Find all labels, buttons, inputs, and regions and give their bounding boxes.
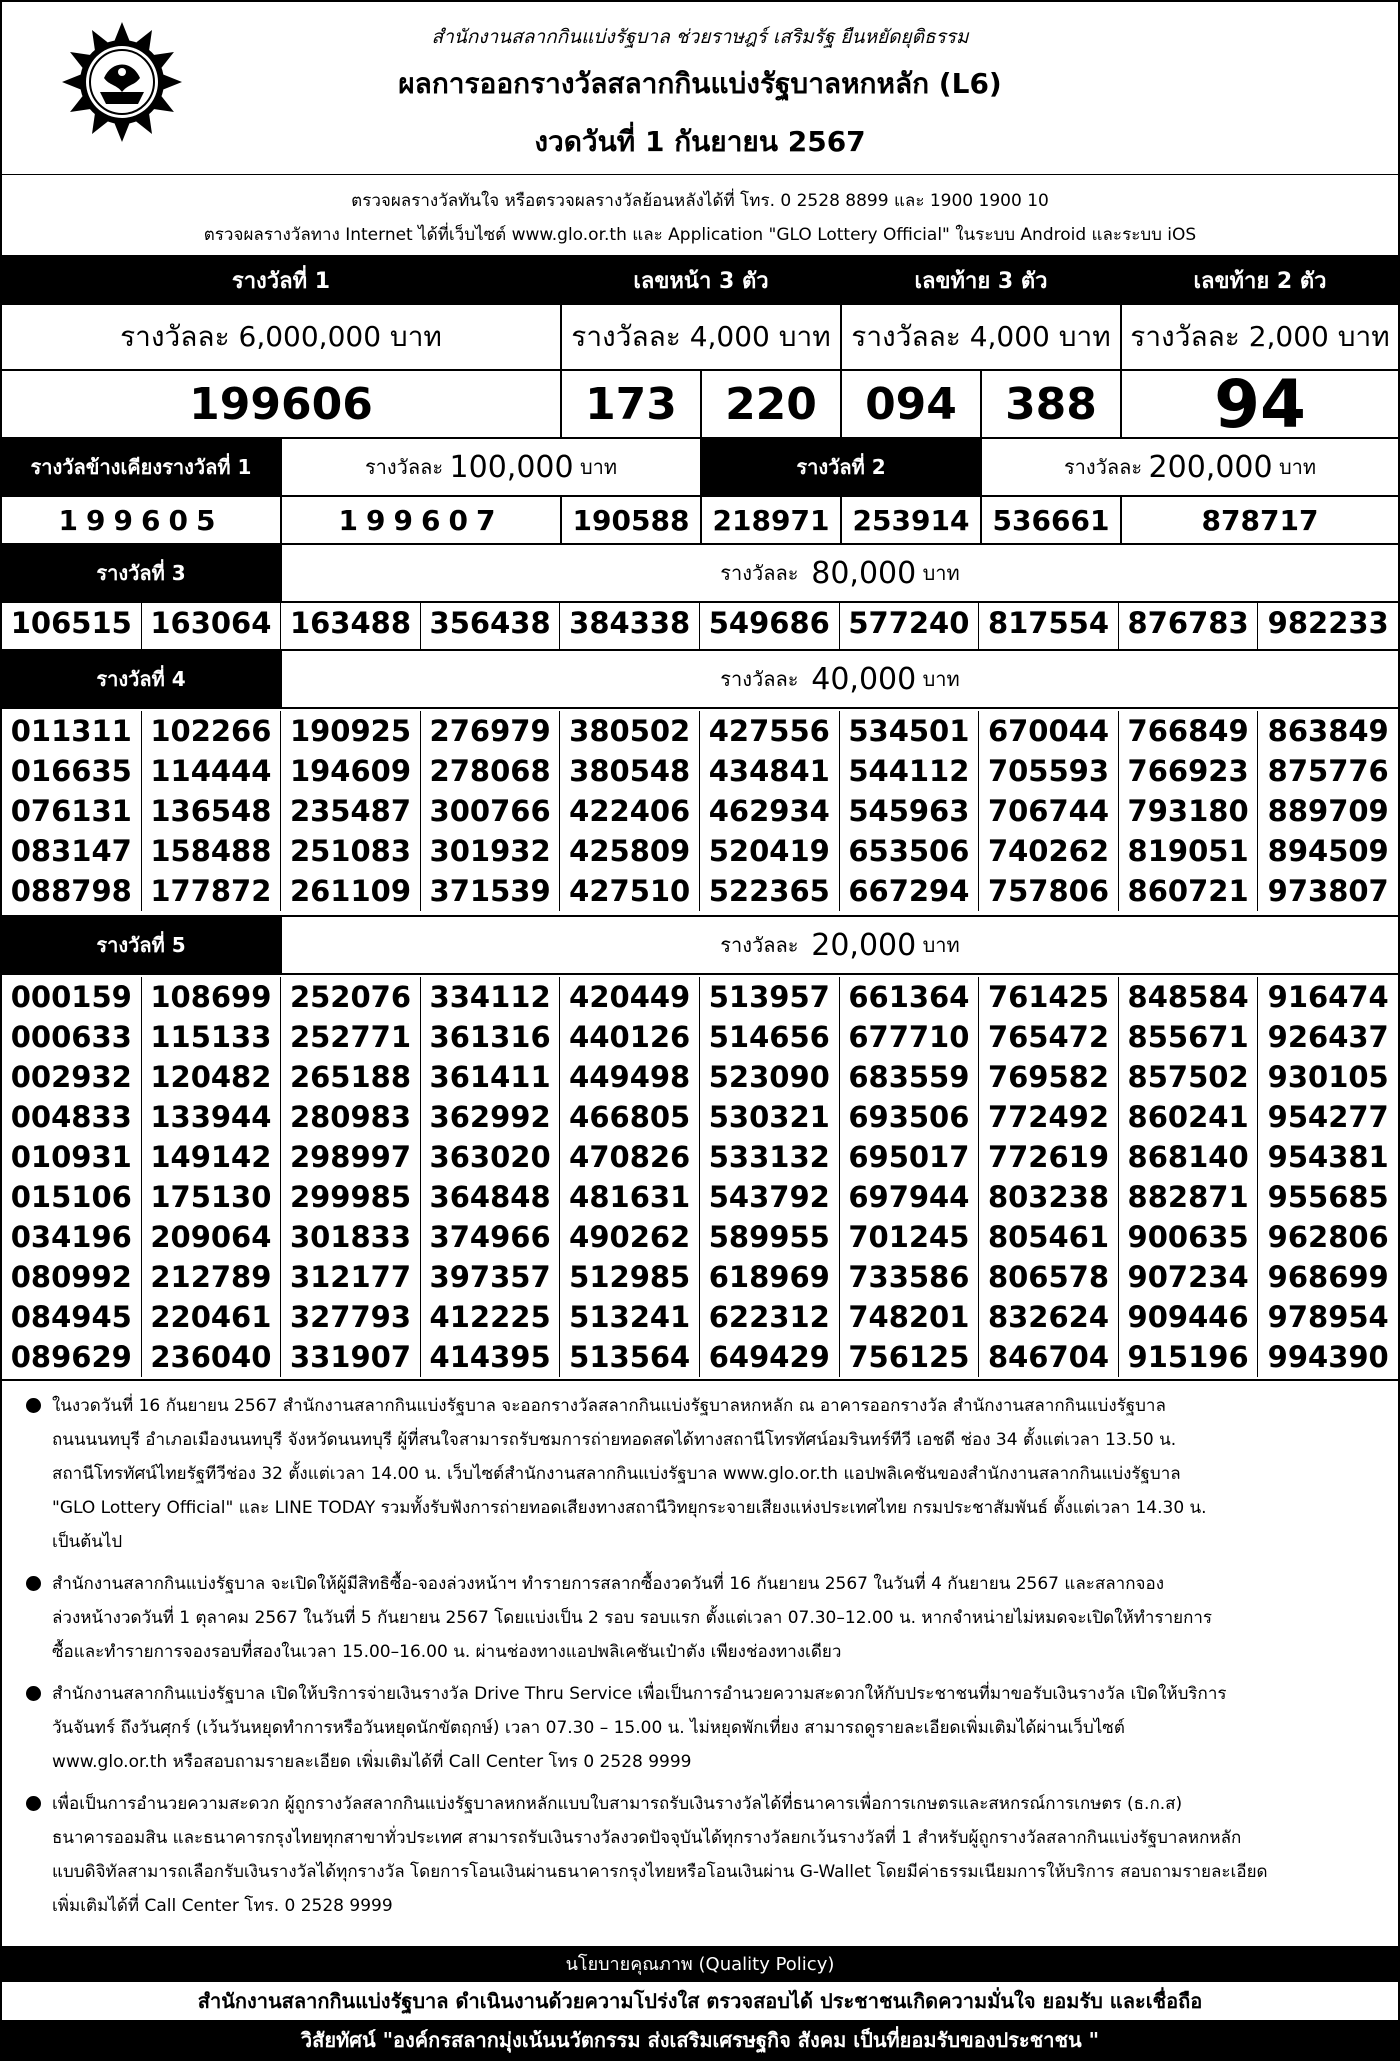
adjacent-second-header-row	[2, 439, 1398, 497]
fourth-prize-number: 522365	[700, 871, 840, 911]
note-item	[24, 1389, 1376, 1559]
fourth-prize-number: 136548	[142, 791, 282, 831]
fourth-prize-number: 653506	[840, 831, 980, 871]
note-line: ถนนนนทบุรี อำเภอเมืองนนทบุรี จังหวัดนนทบุรี ผู้ที่สนใจสามารถรับชมการถ่ายทอดสดได้ทางสถานีโทรทัศน์อมรินทร์ทีวี เอชดี ช่อง 34 ตั้งแต่เวลา 13.50 น.	[52, 1430, 1177, 1450]
second-prize-number: 878717	[1201, 503, 1319, 537]
fourth-prize-number: 278068	[421, 751, 561, 791]
fifth-prize-number: 362992	[421, 1097, 561, 1137]
fourth-prize-number: 667294	[840, 871, 980, 911]
third-prize-number: 356438	[421, 603, 561, 649]
third-prize-header-row	[2, 545, 1398, 603]
fifth-prize-number: 868140	[1119, 1137, 1259, 1177]
fifth-prize-number: 994390	[1267, 1340, 1389, 1374]
fifth-prize-number: 280983	[281, 1097, 421, 1137]
fifth-prize-number: 661364	[840, 977, 980, 1017]
fifth-prize-label: รางวัลที่ 5	[2, 917, 282, 973]
fifth-prize-number: 909446	[1119, 1297, 1259, 1337]
fifth-prize-number: 513957	[700, 977, 840, 1017]
fifth-prize-number: 440126	[560, 1017, 700, 1057]
fourth-prize-number: 766849	[1119, 711, 1259, 751]
amount-prefix: รางวัลละ	[364, 455, 444, 479]
fifth-prize-number: 000633	[2, 1017, 142, 1057]
fifth-prize-number: 108699	[142, 977, 282, 1017]
fourth-prize-number: 300766	[421, 791, 561, 831]
amount-unit: บาท	[1278, 455, 1317, 479]
fifth-prize-number: 900635	[1119, 1217, 1259, 1257]
fourth-prize-number: 819051	[1119, 831, 1259, 871]
fourth-prize-number: 301932	[421, 831, 561, 871]
front3-number: 220	[702, 371, 842, 437]
fourth-prize-number: 520419	[700, 831, 840, 871]
fifth-prize-number: 080992	[2, 1257, 142, 1297]
note-line: เป็นต้นไป	[52, 1532, 123, 1552]
fourth-prize-number: 894509	[1267, 834, 1389, 868]
third-prize-number: 817554	[979, 603, 1119, 649]
last2-amount: รางวัลละ 2,000 บาท	[1130, 320, 1390, 353]
top-prize-amount-row	[2, 305, 1398, 371]
fifth-prize-number: 978954	[1267, 1300, 1389, 1334]
fifth-prize-number: 010931	[2, 1137, 142, 1177]
note-line: สถานีโทรทัศน์ไทยรัฐทีวีช่อง 32 ตั้งแต่เวลา 14.00 น. เว็บไซต์สำนักงานสลากกินแบ่งรัฐบาล www.glo.or.th แอปพลิเคชันของสำนักงานสลากกินแบ่งรัฐบาล	[52, 1464, 1181, 1484]
note-item	[24, 1787, 1376, 1923]
fourth-prize-amount	[282, 651, 1398, 707]
fourth-prize-number: 261109	[281, 871, 421, 911]
fifth-prize-number: 618969	[700, 1257, 840, 1297]
fifth-prize-number: 761425	[979, 977, 1119, 1017]
fifth-prize-number: 265188	[281, 1057, 421, 1097]
fifth-prize-number: 803238	[979, 1177, 1119, 1217]
third-prize-number: 549686	[700, 603, 840, 649]
fourth-prize-number: 158488	[142, 831, 282, 871]
fifth-prize-number: 361316	[421, 1017, 561, 1057]
fifth-prize-number: 327793	[281, 1297, 421, 1337]
third-prize-number: 163488	[281, 603, 421, 649]
fourth-prize-number: 875776	[1267, 754, 1389, 788]
note-item	[24, 1567, 1376, 1669]
policy-text: สำนักงานสลากกินแบ่งรัฐบาล ดำเนินงานด้วยความโปร่งใส ตรวจสอบได้ ประชาชนเกิดความมั่นใจ ยอมรับ และเชื่อถือ	[2, 1982, 1398, 2021]
bullet-icon	[26, 1398, 41, 1413]
bullet-icon	[26, 1576, 41, 1591]
amount-value: 80,000	[811, 555, 917, 591]
fourth-prize-number: 177872	[142, 871, 282, 911]
amount-value: 200,000	[1148, 449, 1273, 485]
fourth-prize-number: 235487	[281, 791, 421, 831]
front3-amount: รางวัลละ 4,000 บาท	[562, 305, 842, 369]
amount-prefix: รางวัลละ	[720, 561, 799, 585]
fourth-prize-number: 863849	[1267, 714, 1389, 748]
fifth-prize-number: 772492	[979, 1097, 1119, 1137]
note-line: เพิ่มเติมได้ที่ Call Center โทร. 0 2528 9999	[52, 1896, 393, 1916]
top-prize-header-row	[2, 257, 1398, 305]
third-prize-number: 982233	[1267, 606, 1389, 640]
note-line: www.glo.or.th หรือสอบถามรายละเอียด เพิ่มเติมได้ที่ Call Center โทร 0 2528 9999	[52, 1752, 692, 1772]
fifth-prize-number: 530321	[700, 1097, 840, 1137]
bullet-icon	[26, 1686, 41, 1701]
fifth-prize-number: 748201	[840, 1297, 980, 1337]
policy-title: นโยบายคุณภาพ (Quality Policy)	[2, 1948, 1398, 1982]
fourth-prize-number: 380548	[560, 751, 700, 791]
fourth-prize-number: 083147	[2, 831, 142, 871]
fifth-prize-number: 513564	[560, 1337, 700, 1377]
fourth-prize-number: 766923	[1119, 751, 1259, 791]
note-line: เพื่อเป็นการอำนวยความสะดวก ผู้ถูกรางวัลสลากกินแบ่งรัฐบาลหกหลักแบบใบสามารถรับเงินรางวัลได้ที่ธนาคารเพื่อการเกษตรและสหกรณ์การเกษตร (ธ.ก.ส)	[52, 1794, 1183, 1814]
fifth-prize-number: 523090	[700, 1057, 840, 1097]
fifth-prize-number: 252771	[281, 1017, 421, 1057]
fifth-prize-number: 236040	[142, 1337, 282, 1377]
fifth-prize-number: 589955	[700, 1217, 840, 1257]
note-line: สำนักงานสลากกินแบ่งรัฐบาล เปิดให้บริการจ่ายเงินรางวัล Drive Thru Service เพื่อเป็นการอำนวยความสะดวกให้กับประชาชนที่มาขอรับเงินรางวัล เปิดให้บริการ	[52, 1684, 1227, 1704]
fifth-prize-number: 772619	[979, 1137, 1119, 1177]
fifth-prize-number: 533132	[700, 1137, 840, 1177]
fifth-prize-number: 000159	[2, 977, 142, 1017]
fifth-prize-number: 015106	[2, 1177, 142, 1217]
fourth-prize-number: 276979	[421, 711, 561, 751]
fourth-prize-number: 102266	[142, 711, 282, 751]
front3-number: 173	[562, 371, 702, 437]
fifth-prize-number: 701245	[840, 1217, 980, 1257]
fourth-prize-number: 973807	[1267, 874, 1389, 908]
fifth-prize-number: 968699	[1267, 1260, 1389, 1294]
note-line: ธนาคารออมสิน และธนาคารกรุงไทยทุกสาขาทั่วประเทศ สามารถรับเงินรางวัลงวดปัจจุบันได้ทุกรางวัลยกเว้นรางวัลที่ 1 สำหรับผู้ถูกรางวัลสลากกินแบ่งรัฐบาลหกหลัก	[52, 1828, 1242, 1848]
last2-header: เลขท้าย 2 ตัว	[1122, 257, 1398, 303]
announcement-notes	[2, 1381, 1398, 1947]
contact-info	[2, 175, 1398, 257]
fifth-prize-number: 331907	[281, 1337, 421, 1377]
fourth-prize-number: 544112	[840, 751, 980, 791]
adjacent-prize-label: รางวัลข้างเคียงรางวัลที่ 1	[2, 439, 282, 495]
fifth-prize-number: 414395	[421, 1337, 561, 1377]
fifth-prize-number: 677710	[840, 1017, 980, 1057]
amount-unit: บาท	[922, 561, 960, 585]
fifth-prize-number: 212789	[142, 1257, 282, 1297]
fourth-prize-number: 380502	[560, 711, 700, 751]
fifth-prize-number: 930105	[1267, 1060, 1389, 1094]
fourth-prize-number: 434841	[700, 751, 840, 791]
fifth-prize-number: 133944	[142, 1097, 282, 1137]
fourth-prize-number: 740262	[979, 831, 1119, 871]
fifth-prize-number: 361411	[421, 1057, 561, 1097]
contact-web: ตรวจผลรางวัลทาง Internet ได้ที่เว็บไซต์ www.glo.or.th และ Application "GLO Lottery Official" ในระบบ Android และระบบ iOS	[203, 225, 1197, 245]
fifth-prize-number: 882871	[1119, 1177, 1259, 1217]
fifth-prize-number: 756125	[840, 1337, 980, 1377]
fifth-prize-number: 805461	[979, 1217, 1119, 1257]
second-prize-label: รางวัลที่ 2	[702, 439, 982, 495]
second-prize-number: 536661	[982, 497, 1122, 543]
third-prize-number: 163064	[142, 603, 282, 649]
fourth-prize-number: 889709	[1267, 794, 1389, 828]
fifth-prize-number: 412225	[421, 1297, 561, 1337]
fifth-prize-number: 733586	[840, 1257, 980, 1297]
fifth-prize-number: 513241	[560, 1297, 700, 1337]
last3-amount: รางวัลละ 4,000 บาท	[842, 305, 1122, 369]
fifth-prize-number: 420449	[560, 977, 700, 1017]
quality-policy-footer	[2, 1946, 1398, 2059]
first-prize-header: รางวัลที่ 1	[2, 257, 562, 303]
fifth-prize-number: 301833	[281, 1217, 421, 1257]
fifth-prize-number: 312177	[281, 1257, 421, 1297]
adjacent-number: 199605	[2, 497, 282, 543]
fourth-prize-grid	[2, 709, 1398, 917]
fifth-prize-number: 397357	[421, 1257, 561, 1297]
amount-value: 40,000	[811, 661, 917, 697]
fifth-prize-number: 374966	[421, 1217, 561, 1257]
first-prize-number: 199606	[2, 371, 562, 437]
fifth-prize-number: 209064	[142, 1217, 282, 1257]
fourth-prize-number: 088798	[2, 871, 142, 911]
last2-number: 94	[1214, 365, 1306, 443]
fourth-prize-number: 016635	[2, 751, 142, 791]
fourth-prize-number: 534501	[840, 711, 980, 751]
front3-header: เลขหน้า 3 ตัว	[562, 257, 842, 303]
page-title: ผลการออกรางวัลสลากกินแบ่งรัฐบาลหกหลัก (L6)	[398, 67, 1002, 100]
second-prize-number: 218971	[702, 497, 842, 543]
fourth-prize-number: 427556	[700, 711, 840, 751]
fourth-prize-number: 860721	[1119, 871, 1259, 911]
fourth-prize-number: 705593	[979, 751, 1119, 791]
fourth-prize-number: 011311	[2, 711, 142, 751]
fourth-prize-header-row	[2, 651, 1398, 709]
draw-date: งวดวันที่ 1 กันยายน 2567	[534, 125, 866, 158]
fifth-prize-number: 449498	[560, 1057, 700, 1097]
fifth-prize-number: 955685	[1267, 1180, 1389, 1214]
amount-unit: บาท	[922, 933, 960, 957]
third-prize-number: 106515	[2, 603, 142, 649]
note-line: วันจันทร์ ถึงวันศุกร์ (เว้นวันหยุดทำการหรือวันหยุดนักขัตฤกษ์) เวลา 07.30 – 15.00 น. ไม่หยุดพักเที่ยง สามารถดูรายละเอียดเพิ่มเติมได้ผ่านเว็บไซต์	[52, 1718, 1125, 1738]
amount-value: 100,000	[449, 449, 574, 485]
fifth-prize-grid	[2, 975, 1398, 1381]
fifth-prize-number: 649429	[700, 1337, 840, 1377]
fifth-prize-number: 855671	[1119, 1017, 1259, 1057]
fourth-prize-number: 670044	[979, 711, 1119, 751]
fifth-prize-header-row	[2, 917, 1398, 975]
third-prize-grid	[2, 603, 1398, 651]
amount-prefix: รางวัลละ	[720, 667, 799, 691]
fifth-prize-number: 084945	[2, 1297, 142, 1337]
amount-prefix: รางวัลละ	[720, 933, 799, 957]
second-prize-number: 253914	[842, 497, 982, 543]
fourth-prize-number: 422406	[560, 791, 700, 831]
fifth-prize-number: 695017	[840, 1137, 980, 1177]
last3-number: 388	[982, 371, 1122, 437]
fourth-prize-number: 706744	[979, 791, 1119, 831]
second-prize-number: 190588	[562, 497, 702, 543]
fifth-prize-number: 299985	[281, 1177, 421, 1217]
fifth-prize-amount	[282, 917, 1398, 973]
fifth-prize-number: 693506	[840, 1097, 980, 1137]
fifth-prize-number: 252076	[281, 977, 421, 1017]
fourth-prize-number: 371539	[421, 871, 561, 911]
fifth-prize-number: 470826	[560, 1137, 700, 1177]
fifth-prize-number: 765472	[979, 1017, 1119, 1057]
fifth-prize-number: 512985	[560, 1257, 700, 1297]
fifth-prize-number: 907234	[1119, 1257, 1259, 1297]
fifth-prize-number: 466805	[560, 1097, 700, 1137]
amount-prefix: รางวัลละ	[1063, 455, 1143, 479]
note-line: ซื้อและทำรายการจองรอบที่สองในเวลา 15.00–16.00 น. ผ่านช่องทางแอปพลิเคชันเป๋าตัง เพียงช่องทางเดียว	[52, 1642, 842, 1662]
note-line: แบบดิจิทัลสามารถเลือกรับเงินรางวัลได้ทุกรางวัล โดยการโอนเงินผ่านธนาคารกรุงไทยหรือโอนเงินผ่าน G-Wallet โดยมีค่าธรรมเนียมการให้บริการ สอบถามรายละเอียด	[52, 1862, 1268, 1882]
fourth-prize-label: รางวัลที่ 4	[2, 651, 282, 707]
fifth-prize-number: 115133	[142, 1017, 282, 1057]
fifth-prize-number: 175130	[142, 1177, 282, 1217]
second-prize-amount	[982, 439, 1398, 495]
third-prize-number: 577240	[840, 603, 980, 649]
contact-phone: ตรวจผลรางวัลทันใจ หรือตรวจผลรางวัลย้อนหลังได้ที่ โทร. 0 2528 8899 และ 1900 1900 10	[351, 191, 1049, 211]
fourth-prize-number: 190925	[281, 711, 421, 751]
fifth-prize-number: 514656	[700, 1017, 840, 1057]
last3-header: เลขท้าย 3 ตัว	[842, 257, 1122, 303]
fifth-prize-number: 089629	[2, 1337, 142, 1377]
fourth-prize-number: 251083	[281, 831, 421, 871]
fifth-prize-number: 002932	[2, 1057, 142, 1097]
fourth-prize-number: 427510	[560, 871, 700, 911]
fifth-prize-number: 916474	[1267, 980, 1389, 1014]
fifth-prize-number: 954381	[1267, 1140, 1389, 1174]
adjacent-prize-amount	[282, 439, 702, 495]
fifth-prize-number: 298997	[281, 1137, 421, 1177]
fifth-prize-number: 149142	[142, 1137, 282, 1177]
note-line: ล่วงหน้างวดวันที่ 1 ตุลาคม 2567 ในวันที่ 5 กันยายน 2567 โดยแบ่งเป็น 2 รอบ รอบแรก ตั้งแต่เวลา 07.30–12.00 น. หากจำหน่ายไม่หมดจะเปิดให้ทำรายการ	[52, 1608, 1213, 1628]
third-prize-number: 384338	[560, 603, 700, 649]
fourth-prize-number: 194609	[281, 751, 421, 791]
fourth-prize-number: 425809	[560, 831, 700, 871]
fifth-prize-number: 962806	[1267, 1220, 1389, 1254]
fourth-prize-number: 462934	[700, 791, 840, 831]
fourth-prize-number: 757806	[979, 871, 1119, 911]
fifth-prize-number: 806578	[979, 1257, 1119, 1297]
third-prize-amount	[282, 545, 1398, 601]
fifth-prize-number: 857502	[1119, 1057, 1259, 1097]
third-prize-label: รางวัลที่ 3	[2, 545, 282, 601]
fifth-prize-number: 481631	[560, 1177, 700, 1217]
fifth-prize-number: 915196	[1119, 1337, 1259, 1377]
adjacent-number: 199607	[282, 497, 562, 543]
fifth-prize-number: 004833	[2, 1097, 142, 1137]
fifth-prize-number: 220461	[142, 1297, 282, 1337]
fifth-prize-number: 334112	[421, 977, 561, 1017]
fifth-prize-number: 622312	[700, 1297, 840, 1337]
first-prize-amount: รางวัลละ 6,000,000 บาท	[2, 305, 562, 369]
top-prize-number-row	[2, 365, 1398, 443]
note-line: "GLO Lottery Official" และ LINE TODAY รวมทั้งรับฟังการถ่ายทอดเสียงทางสถานีวิทยุกระจายเสียงแห่งประเทศไทย กรมประชาสัมพันธ์ ตั้งแต่เวลา 14.30 น.	[52, 1498, 1207, 1518]
fifth-prize-number: 363020	[421, 1137, 561, 1177]
fifth-prize-number: 683559	[840, 1057, 980, 1097]
third-prize-number: 876783	[1119, 603, 1259, 649]
fifth-prize-number: 490262	[560, 1217, 700, 1257]
fifth-prize-number: 848584	[1119, 977, 1259, 1017]
amount-unit: บาท	[579, 455, 618, 479]
fourth-prize-number: 545963	[840, 791, 980, 831]
fourth-prize-number: 076131	[2, 791, 142, 831]
fourth-prize-number: 793180	[1119, 791, 1259, 831]
vision-statement: วิสัยทัศน์ "องค์กรสลากมุ่งเน้นนวัตกรรม ส่งเสริมเศรษฐกิจ สังคม เป็นที่ยอมรับของประชาชน "	[2, 2021, 1398, 2060]
note-item	[24, 1677, 1376, 1779]
fifth-prize-number: 926437	[1267, 1020, 1389, 1054]
fifth-prize-number: 846704	[979, 1337, 1119, 1377]
document-header	[2, 2, 1398, 175]
fifth-prize-number: 769582	[979, 1057, 1119, 1097]
fifth-prize-number: 954277	[1267, 1100, 1389, 1134]
adjacent-second-number-row	[2, 497, 1398, 545]
amount-unit: บาท	[922, 667, 960, 691]
fifth-prize-number: 120482	[142, 1057, 282, 1097]
bullet-icon	[26, 1796, 41, 1811]
org-motto: สำนักงานสลากกินแบ่งรัฐบาล ช่วยราษฎร์ เสริมรัฐ ยืนหยัดยุติธรรม	[431, 26, 969, 48]
note-line: ในงวดวันที่ 16 กันยายน 2567 สำนักงานสลากกินแบ่งรัฐบาล จะออกรางวัลสลากกินแบ่งรัฐบาลหกหลัก ณ อาคารออกรางวัล สำนักงานสลากกินแบ่งรัฐบาล	[52, 1396, 1166, 1416]
fifth-prize-number: 860241	[1119, 1097, 1259, 1137]
last3-number: 094	[842, 371, 982, 437]
amount-value: 20,000	[811, 927, 917, 963]
fifth-prize-number: 832624	[979, 1297, 1119, 1337]
fifth-prize-number: 034196	[2, 1217, 142, 1257]
fifth-prize-number: 543792	[700, 1177, 840, 1217]
fifth-prize-number: 364848	[421, 1177, 561, 1217]
fourth-prize-number: 114444	[142, 751, 282, 791]
note-line: สำนักงานสลากกินแบ่งรัฐบาล จะเปิดให้ผู้มีสิทธิซื้อ-จองล่วงหน้าฯ ทำรายการสลากซื้องวดวันที่ 16 กันยายน 2567 ในวันที่ 4 กันยายน 2567 และสลากจอง	[52, 1574, 1164, 1594]
fifth-prize-number: 697944	[840, 1177, 980, 1217]
